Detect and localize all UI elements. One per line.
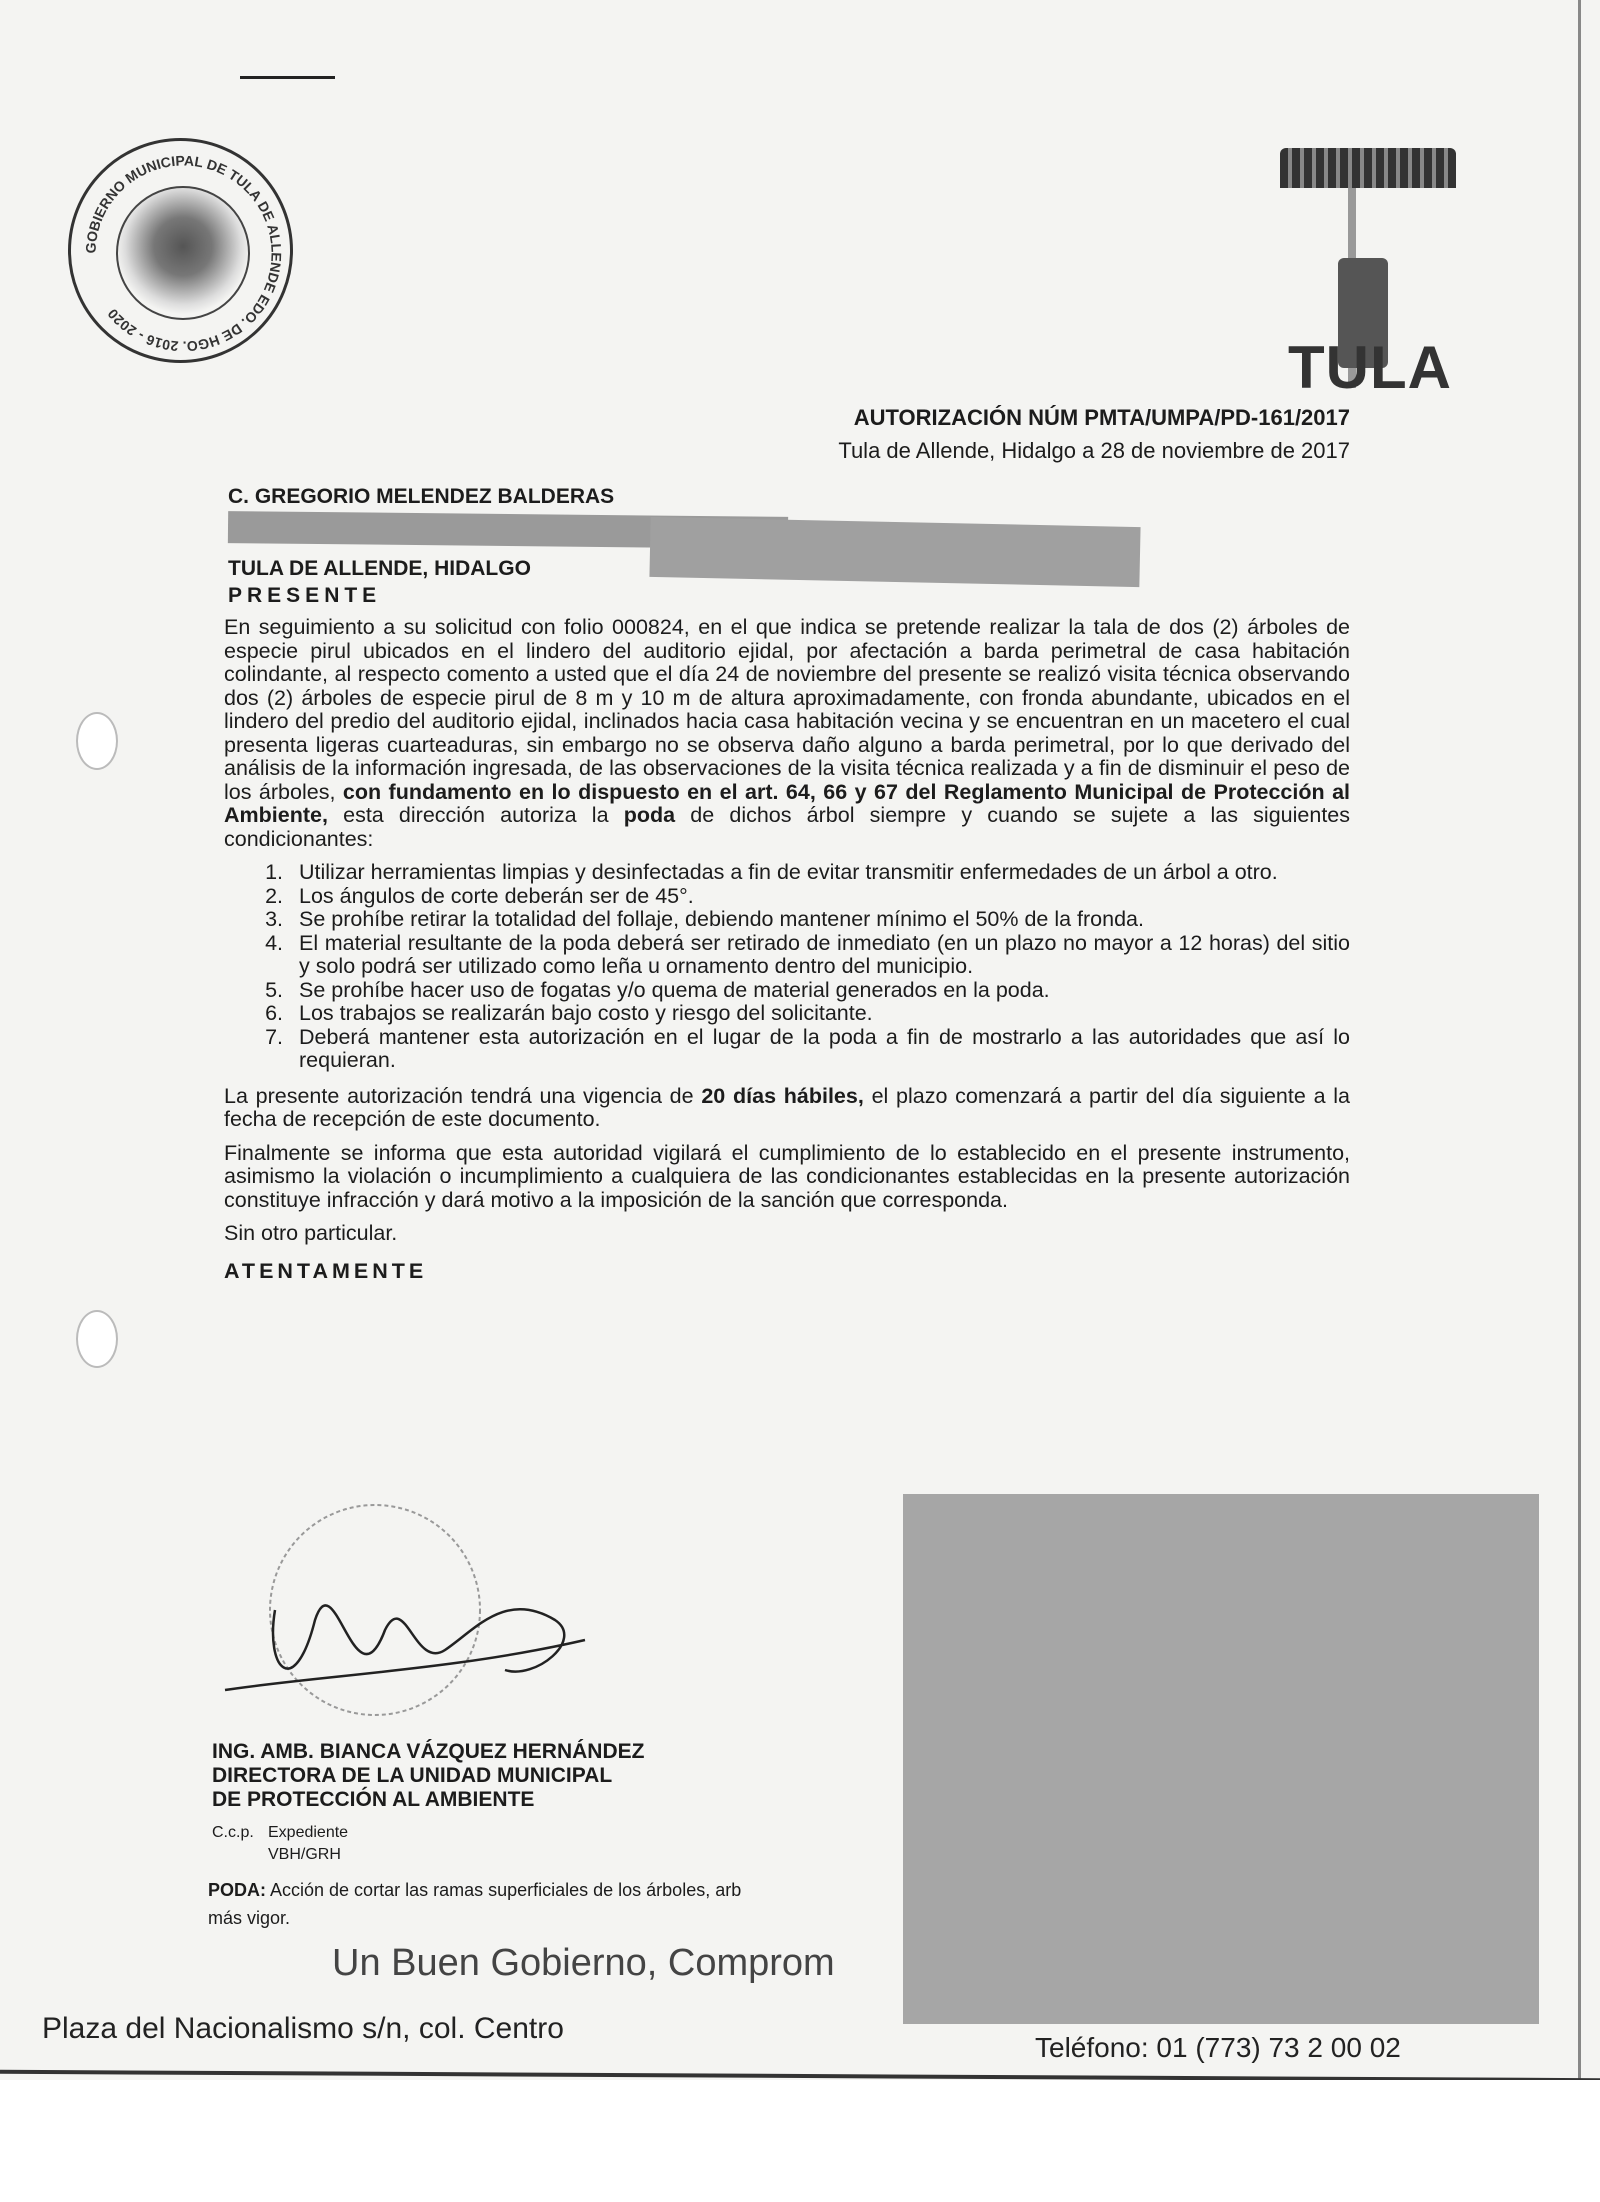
scanner-background [0, 2080, 1600, 2202]
place-date: Tula de Allende, Hidalgo a 28 de noviembre de 2017 [838, 438, 1350, 463]
conditions-list [224, 861, 1350, 1073]
punch-hole [76, 712, 118, 770]
condition-item: 6. Los trabajos se realizarán bajo costo y riesgo del solicitante. [289, 1002, 1350, 1026]
redaction-box [903, 1494, 1539, 2024]
signer-role: DE PROTECCIÓN AL AMBIENTE [212, 1788, 535, 1811]
condition-item: 7. Deberá mantener esta autorización en el lugar de la poda a fin de mostrarlo a las autoridades que así lo requieran. [289, 1026, 1350, 1073]
paragraph: La presente autorización tendrá una vigencia de 20 días hábiles, el plazo comenzará a partir del día siguiente a la fecha de recepción de este documento. [224, 1083, 1350, 1131]
punch-hole [76, 1310, 118, 1368]
page-edge [1578, 0, 1581, 2080]
footer-phone: Teléfono: 01 (773) 73 2 00 02 [1035, 2032, 1401, 2063]
condition-item: 2. Los ángulos de corte deberán ser de 45°. [289, 885, 1350, 909]
paragraph: En seguimiento a su solicitud con folio 000824, en el que indica se pretende realizar la tala de dos (2) árboles de especie pirul ubicados en el lindero del auditorio ejidal, por afectación a barda perimetral de casa habitación colindante, al respecto comento a usted que el día 24 de noviembre del presente se realizó visita técnica observando dos (2) árboles de especie pirul de 8 m y 10 m de altura aproximadamente, con fronda abundante, ubicados en el lindero del predio del auditorio ejidal, inclinados hacia casa habitación vecina y se encuentran en un macetero el cual presenta ligeras cuarteaduras, sin embargo no se observa daño alguno a barda perimetral, por lo que derivado del análisis de la información ingresada, de las observaciones de la visita técnica realizada y a fin de disminuir el peso de los árboles, con fundamento en lo dispuesto en el art. 64, 66 y 67 del Reglamento Municipal de Protección al Ambiente, esta dirección autoriza la poda de dichos árbol siempre y cuando se sujete a las siguientes condicionantes: [224, 615, 1351, 851]
municipal-seal [68, 138, 293, 363]
svg-text:GOBIERNO MUNICIPAL DE TULA DE: GOBIERNO MUNICIPAL DE TULA DE ALLENDE EDO. DE HGO. 2016 - 2020 [82, 152, 285, 355]
recipient-name: C. GREGORIO MELENDEZ BALDERAS [228, 485, 615, 508]
tula-logo: TULA [1278, 148, 1458, 398]
seal-ring-text [71, 141, 296, 366]
signer-name: ING. AMB. BIANCA VÁZQUEZ HERNÁNDEZ [212, 1740, 645, 1763]
signature-and-stamp [205, 1500, 605, 1740]
condition-item: 3. Se prohíbe retirar la totalidad del follaje, debiendo mantener mínimo el 50% de la fronda. [289, 908, 1350, 932]
redaction-bar [649, 517, 1140, 587]
footer-address: Plaza del Nacionalismo s/n, col. Centro [42, 2012, 564, 2045]
presente: PRESENTE [228, 584, 382, 607]
closing: Sin otro particular. [224, 1221, 398, 1245]
poda-note: PODA: Acción de cortar las ramas superficiales de los árboles, arb más vigor. [208, 1880, 742, 1928]
letter-body [224, 616, 1350, 1293]
recipient-city: TULA DE ALLENDE, HIDALGO [228, 557, 531, 580]
copy-to: C.c.p. Expediente VBH/GRH [212, 1824, 349, 1863]
atentamente: ATENTAMENTE [224, 1258, 428, 1283]
condition-item: 5. Se prohíbe hacer uso de fogatas y/o quema de material generados en la poda. [289, 979, 1350, 1003]
pen-mark [240, 76, 335, 79]
signer-role: DIRECTORA DE LA UNIDAD MUNICIPAL [212, 1764, 613, 1787]
condition-item: 1. Utilizar herramientas limpias y desinfectadas a fin de evitar transmitir enfermedades de un árbol a otro. [289, 861, 1350, 885]
signer-block [212, 1740, 644, 1812]
paragraph: Finalmente se informa que esta autoridad vigilará el cumplimiento de lo establecido en el presente instrumento, asimismo la violación o incumplimiento a cualquiera de las condicionantes establecidas en la presente autorización constituye infracción y dará motivo a la imposición de la sanción que corresponda. [224, 1140, 1350, 1212]
authorization-number: AUTORIZACIÓN NÚM PMTA/UMPA/PD-161/2017 [853, 405, 1350, 430]
condition-item: 4. El material resultante de la poda deberá ser retirado de inmediato (en un plazo no mayor a 12 horas) del sitio y solo podrá ser utilizado como leña u ornamento dentro del municipio. [289, 932, 1350, 979]
footer-motto: Un Buen Gobierno, Comprom [332, 1942, 835, 1984]
